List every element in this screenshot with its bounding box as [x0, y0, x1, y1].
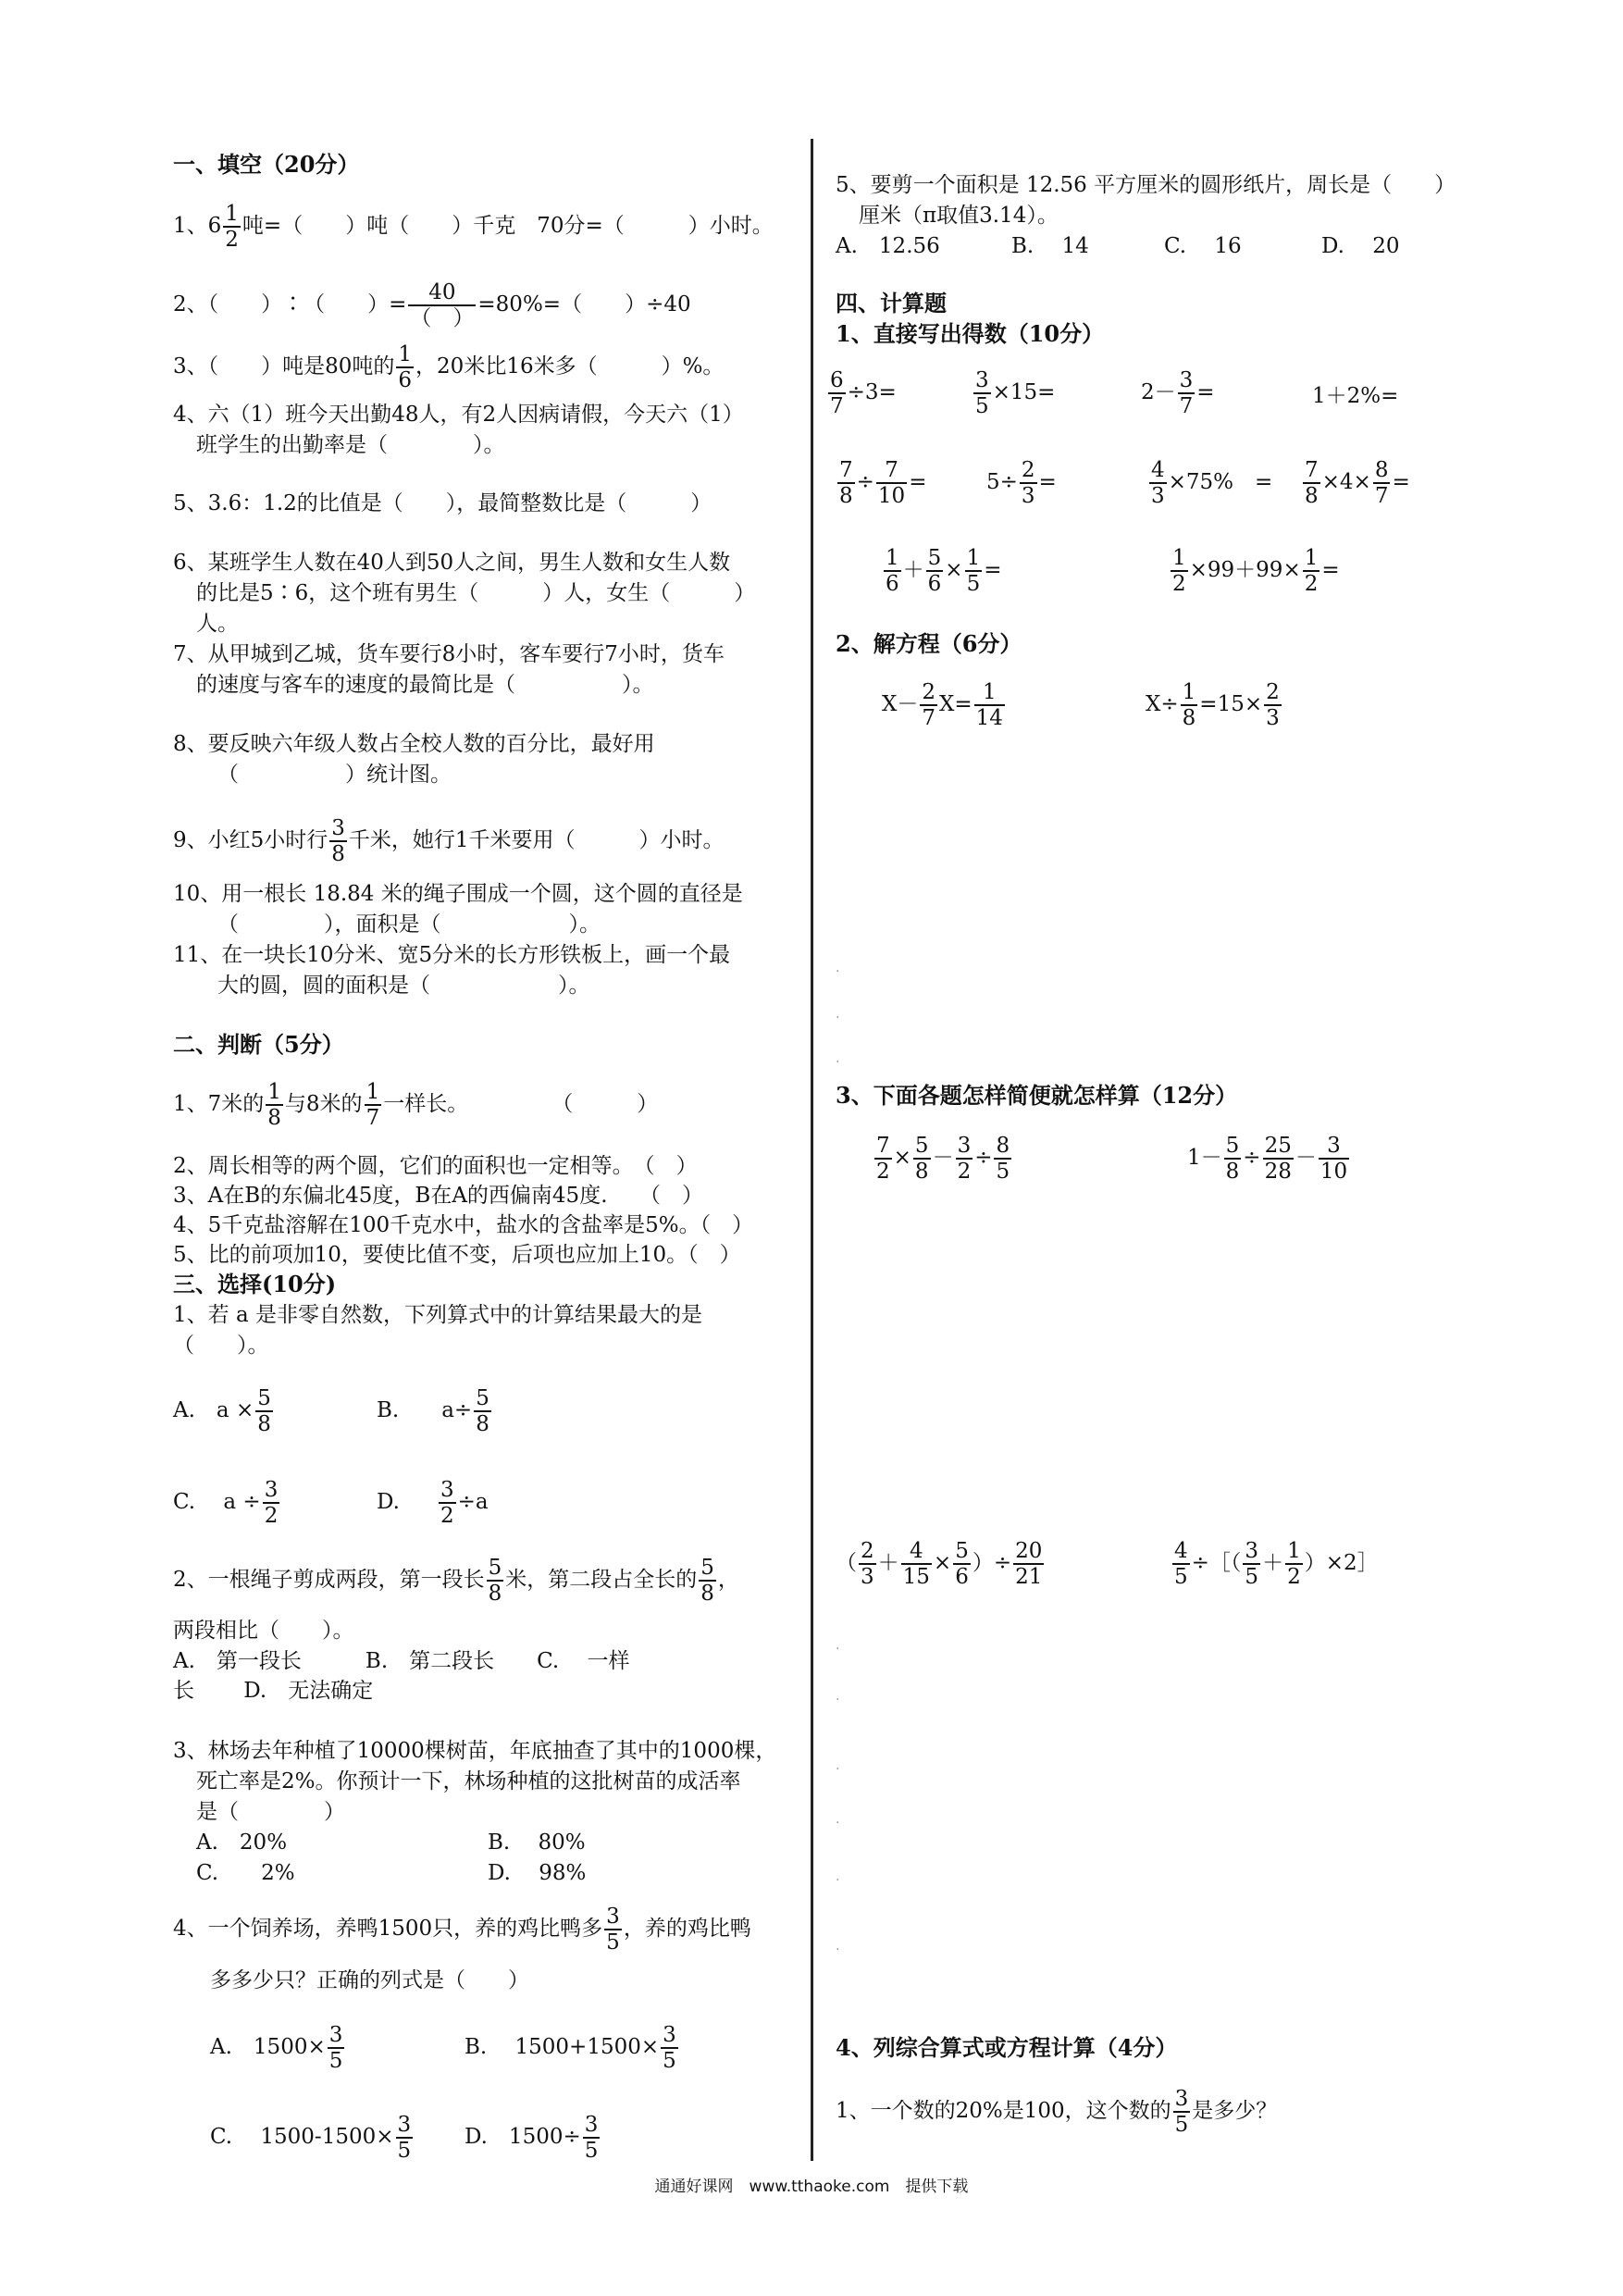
- denominator: （ ）: [410, 306, 475, 330]
- choice-q1-option-a: [173, 1386, 275, 1436]
- fill-q10-line1: 10、用一根长 18.84 米的绳子围成一个圆，这个圆的直径是: [173, 882, 743, 906]
- choice-q2-text-b: 米，第二段占全长的: [505, 1568, 698, 1592]
- denominator: 8: [839, 484, 853, 508]
- fraction: [876, 458, 907, 508]
- fraction: [408, 280, 476, 330]
- fill-q6-line2: 的比是5∶6，这个班有男生（ ）人，女生（ ）: [196, 581, 756, 605]
- numerator: 3: [1319, 1134, 1349, 1160]
- numerator: 5: [914, 1134, 929, 1158]
- fraction: [953, 1539, 971, 1589]
- fill-q8-line1: 8、要反映六年级人数占全校人数的百分比，最好用: [173, 732, 655, 756]
- denominator: 8: [914, 1160, 929, 1184]
- operator: －: [932, 1146, 954, 1170]
- expr-tail: ÷3=: [847, 380, 897, 404]
- choice-q2-line4: 长 D. 无法确定: [173, 1679, 374, 1703]
- denominator: 8: [257, 1412, 271, 1436]
- fraction: [1178, 368, 1196, 418]
- fraction: [913, 1134, 931, 1184]
- denominator: 3: [1021, 484, 1035, 508]
- choice-q3-line2: 死亡率是2%。你预计一下，林场种植的这批树苗的成活率: [196, 1769, 741, 1793]
- operator: =15×: [1199, 692, 1263, 716]
- expr-tail: =: [984, 558, 1002, 582]
- denominator: 8: [1305, 484, 1319, 508]
- denominator: 5: [996, 1160, 1010, 1184]
- choice-q2-text-c: ，: [717, 1568, 739, 1592]
- calc1-expr-2: [972, 368, 1055, 418]
- fraction: [1243, 1539, 1260, 1589]
- expr-tail: =: [1321, 558, 1340, 582]
- fraction: [396, 342, 414, 392]
- fraction: [1264, 680, 1282, 730]
- fraction: [329, 816, 347, 866]
- numerator: 3: [975, 368, 989, 392]
- column-divider: [811, 139, 813, 2161]
- choice-q5-option-b: B. 14: [1011, 234, 1089, 258]
- choice-q4-option-c: [210, 2113, 415, 2163]
- fill-q5: 5、3.6：1.2的比值是（ ），最简整数比是（ ）: [173, 491, 712, 515]
- operator: －: [1295, 1146, 1317, 1170]
- operator: ＋: [877, 1551, 899, 1575]
- calc1-expr-7: [1147, 458, 1272, 508]
- fill-q9-text-b: 千米，她行1千米要用（ ）小时。: [348, 828, 725, 852]
- operator: ×4×: [1321, 470, 1371, 494]
- numerator: 5: [955, 1539, 969, 1563]
- numerator: 3: [1245, 1539, 1259, 1563]
- numerator: 5: [927, 546, 942, 570]
- fraction: [583, 2113, 601, 2163]
- fraction: [439, 1478, 456, 1528]
- fill-q9-text-a: 9、小红5小时行: [173, 828, 328, 852]
- simplify-expr-2: [1187, 1134, 1351, 1184]
- calc1-expr-8: [1301, 458, 1410, 508]
- fraction: [828, 368, 846, 418]
- option-label: B. 1500+1500×: [465, 2035, 660, 2059]
- denominator: 10: [877, 484, 906, 508]
- numerator: 3: [440, 1478, 454, 1502]
- numerator: 7: [839, 458, 853, 482]
- numerator: 5: [476, 1386, 489, 1410]
- choice-q3-option-d: D. 98%: [488, 1861, 587, 1885]
- denominator: 2: [957, 1160, 972, 1184]
- choice-q1-option-c: [173, 1478, 281, 1528]
- numerator: 5: [257, 1386, 271, 1410]
- scan-dot: .: [836, 1007, 840, 1022]
- numerator: 5: [488, 1556, 502, 1580]
- denominator: 7: [365, 1106, 380, 1130]
- word-problem-text-a: 1、一个数的20%是100，这个数的: [836, 2099, 1171, 2123]
- operator: X=: [939, 692, 973, 716]
- fraction: [266, 1080, 283, 1130]
- numerator: 1: [886, 546, 899, 570]
- choice-q4-text-a: 4、一个饲养场，养鸭1500只，养的鸡比鸭多: [173, 1917, 603, 1941]
- denominator: 2: [876, 1160, 890, 1184]
- expr-tail: ×75% =: [1168, 470, 1273, 494]
- calc1-expr-5: [836, 458, 926, 508]
- option-label: A. a ×: [173, 1398, 254, 1422]
- choice-q5-option-c: C. 16: [1164, 234, 1242, 258]
- equation-2: [1146, 680, 1283, 730]
- numerator: 3: [328, 2023, 343, 2047]
- judge-q1-text-c: 一样长。: [383, 1092, 469, 1116]
- denominator: 6: [927, 572, 942, 596]
- denominator: 5: [1174, 2113, 1189, 2137]
- section-1-title: 一、填空（20分）: [173, 151, 360, 178]
- numerator: 3: [957, 1134, 972, 1158]
- calc-part3-title: 3、下面各题怎样简便就怎样算（12分）: [836, 1082, 1238, 1109]
- operator: ×: [933, 1551, 952, 1575]
- expr-head: 2－: [1141, 380, 1176, 404]
- numerator: 3: [606, 1905, 620, 1929]
- numerator: 1: [1287, 1539, 1301, 1563]
- option-label: D. 1500÷: [465, 2125, 581, 2149]
- fill-q2-text-b: =80%=（ ）÷40: [477, 292, 691, 316]
- fraction: [1181, 680, 1198, 730]
- denominator: 8: [1182, 706, 1196, 730]
- scan-dot: .: [836, 1638, 840, 1653]
- denominator: 6: [955, 1565, 969, 1589]
- operator: ×99＋99×: [1189, 558, 1301, 582]
- section-3-title: 三、选择(10分): [173, 1271, 337, 1297]
- operator: ÷: [856, 470, 874, 494]
- scan-dot: .: [836, 1812, 840, 1827]
- fill-q11-line2: 大的圆，圆的面积是（ ）。: [217, 974, 590, 998]
- section-4-title: 四、计算题: [836, 290, 947, 316]
- operator: ）÷: [972, 1551, 1012, 1575]
- denominator: 10: [1319, 1160, 1348, 1184]
- numerator: 4: [901, 1539, 932, 1565]
- fraction: [487, 1556, 504, 1606]
- operator: ×: [945, 558, 963, 582]
- denominator: 3: [1266, 706, 1280, 730]
- expr-head: 1－: [1187, 1146, 1222, 1170]
- numerator: 2: [861, 1539, 874, 1563]
- fraction: [223, 202, 241, 252]
- numerator: 2: [1266, 680, 1280, 704]
- numerator: 25: [1264, 1134, 1292, 1158]
- numerator: 4: [1151, 458, 1165, 482]
- calc-part4-title: 4、列综合算式或方程计算（4分）: [836, 2034, 1178, 2061]
- fraction: [699, 1556, 716, 1606]
- choice-q4-option-a: [210, 2023, 346, 2073]
- denominator: 5: [966, 572, 981, 596]
- numerator: 8: [1374, 458, 1389, 482]
- fraction: [1171, 546, 1188, 596]
- fill-q1-text-b: 吨=（ ）吨（ ）千克 70分=（ ）小时。: [242, 214, 774, 238]
- fraction: [1303, 546, 1320, 596]
- fraction: [661, 2023, 678, 2073]
- denominator: 5: [1245, 1565, 1259, 1589]
- scan-dot: .: [836, 1689, 840, 1704]
- choice-q4-text-b: ，养的鸡比鸭: [623, 1917, 751, 1941]
- denominator: 5: [397, 2139, 412, 2163]
- fill-q6-line3: 人。: [196, 612, 239, 636]
- denominator: 2: [1172, 572, 1186, 596]
- fraction: [901, 1539, 932, 1589]
- expr-tail: =: [1196, 380, 1215, 404]
- fill-q8-line2: （ ）统计图。: [217, 763, 452, 787]
- fraction: [1319, 1134, 1349, 1184]
- choice-q5-line2: 厘米（π取值3.14）。: [859, 204, 1059, 228]
- numerator: 4: [1174, 1539, 1188, 1563]
- choice-q5-option-a: A. 12.56: [836, 234, 940, 258]
- denominator: 5: [663, 2049, 676, 2073]
- numerator: 1: [1172, 546, 1186, 570]
- choice-q1-line1: 1、若 a 是非零自然数，下列算式中的计算结果最大的是: [173, 1303, 702, 1327]
- option-label: D.: [377, 1490, 400, 1514]
- fill-q3: [173, 342, 724, 392]
- fraction: [994, 1134, 1011, 1184]
- numerator: 8: [996, 1134, 1010, 1158]
- numerator: 3: [663, 2023, 676, 2047]
- numerator: 3: [1179, 368, 1194, 392]
- numerator: 1: [1182, 680, 1196, 704]
- scan-dot: .: [836, 1939, 840, 1954]
- fraction: [920, 680, 937, 730]
- fill-q3-text-a: 3、（ ）吨是80吨的: [173, 354, 395, 379]
- denominator: 8: [488, 1582, 502, 1606]
- choice-q4-line1: [173, 1905, 751, 1955]
- numerator: 1: [1304, 546, 1319, 570]
- judge-q5: 5、比的前项加10，要使比值不变，后项也应加上10。（ ）: [173, 1243, 741, 1267]
- fraction: [1263, 1134, 1294, 1184]
- fill-q1: [173, 202, 774, 252]
- numerator: 1: [966, 546, 981, 570]
- fraction: [1373, 458, 1391, 508]
- fraction: [926, 546, 944, 596]
- choice-q2-line1: [173, 1556, 739, 1606]
- denominator: 15: [902, 1565, 930, 1589]
- choice-q5-line1: 5、要剪一个面积是 12.56 平方厘米的圆形纸片，周长是（ ）: [836, 173, 1456, 197]
- numerator: 3: [1174, 2087, 1189, 2111]
- expr-head: 5÷: [986, 470, 1018, 494]
- choice-q2-text-a: 2、一根绳子剪成两段，第一段长: [173, 1568, 485, 1592]
- fill-q2-text-a: 2、（ ）∶（ ）=: [173, 292, 407, 316]
- judge-q1-answer: （ ）: [551, 1092, 659, 1116]
- operator: ＋: [1262, 1551, 1284, 1575]
- calc-part1-title: 1、直接写出得数（10分）: [836, 320, 1105, 347]
- numerator: 1: [398, 342, 413, 366]
- numerator: 1: [974, 680, 1005, 706]
- numerator: 2: [922, 680, 936, 704]
- expr-head: X÷: [1146, 692, 1179, 716]
- numerator: 3: [264, 1478, 279, 1502]
- fraction: [263, 1478, 280, 1528]
- calc1-expr-6: [986, 458, 1057, 508]
- judge-q1: [173, 1080, 658, 1130]
- scan-dot: .: [836, 1869, 840, 1884]
- choice-q2-line3: A. 第一段长 B. 第二段长 C. 一样: [173, 1649, 630, 1673]
- numerator: 6: [830, 368, 844, 392]
- denominator: 8: [476, 1412, 489, 1436]
- choice-q3-line1: 3、林场去年种植了10000棵树苗，年底抽查了其中的1000棵，: [173, 1739, 777, 1763]
- denominator: 8: [331, 842, 345, 866]
- operator: ÷［（: [1191, 1551, 1242, 1575]
- calc1-expr-4: 1＋2%=: [1312, 384, 1399, 408]
- option-tail: ÷a: [457, 1490, 489, 1514]
- fraction: [604, 1905, 622, 1955]
- fill-q7-line2: 的速度与客车的速度的最简比是（ ）。: [196, 673, 654, 697]
- operator: ＋: [902, 558, 924, 582]
- option-label: C. a ÷: [173, 1490, 261, 1514]
- expr-tail: =: [909, 470, 927, 494]
- denominator: 2: [225, 228, 239, 252]
- numerator: 2: [1021, 458, 1035, 482]
- denominator: 6: [398, 368, 413, 392]
- calc-part2-title: 2、解方程（6分）: [836, 630, 1022, 657]
- fraction: [974, 680, 1005, 730]
- numerator: 3: [331, 816, 345, 840]
- footer-credit: 通通好课网 www.tthaoke.com 提供下载: [654, 2178, 969, 2196]
- fill-q7-line1: 7、从甲城到乙城，货车要行8小时，客车要行7小时，货车: [173, 642, 725, 666]
- fraction: [1172, 1539, 1190, 1589]
- expr-tail: =: [1038, 470, 1057, 494]
- word-problem-text-b: 是多少？: [1192, 2099, 1278, 2123]
- numerator: 1: [365, 1080, 380, 1104]
- fill-q10-line2: （ ），面积是（ ）。: [217, 912, 601, 937]
- fraction: [965, 546, 983, 596]
- expr-head: （: [836, 1551, 857, 1575]
- denominator: 21: [1015, 1565, 1043, 1589]
- word-problem-1: [836, 2087, 1277, 2137]
- fill-q1-text-a: 1、6: [173, 214, 222, 238]
- denominator: 5: [606, 1930, 620, 1955]
- simplify-expr-4: [1171, 1539, 1379, 1589]
- numerator: 7: [1305, 458, 1319, 482]
- expr-tail: =: [1392, 470, 1410, 494]
- judge-q4: 4、5千克盐溶解在100千克水中，盐水的含盐率是5%。（ ）: [173, 1213, 754, 1237]
- denominator: 7: [1374, 484, 1389, 508]
- fill-q2: [173, 280, 691, 330]
- numerator: 7: [876, 458, 907, 484]
- numerator: 5: [700, 1556, 714, 1580]
- fraction: [1303, 458, 1320, 508]
- scan-dot: .: [836, 1758, 840, 1773]
- choice-q5-option-d: D. 20: [1321, 234, 1400, 258]
- fraction: [328, 2023, 345, 2073]
- choice-q3-option-b: B. 80%: [488, 1831, 586, 1855]
- denominator: 7: [922, 706, 936, 730]
- choice-q1-line2: （ ）。: [173, 1334, 269, 1358]
- fill-q6-line1: 6、某班学生人数在40人到50人之间，男生人数和女生人数: [173, 551, 731, 575]
- numerator: 1: [225, 202, 239, 226]
- operator: ）×2］: [1304, 1551, 1379, 1575]
- fraction: [837, 458, 855, 508]
- option-label: C. 1500-1500×: [210, 2125, 394, 2149]
- denominator: 5: [328, 2049, 343, 2073]
- fraction: [973, 368, 991, 418]
- expr-head: X－: [882, 692, 919, 716]
- section-2-title: 二、判断（5分）: [173, 1031, 344, 1058]
- judge-q1-text-b: 与8米的: [284, 1092, 363, 1116]
- scan-dot: .: [836, 1051, 840, 1066]
- fraction: [396, 2113, 414, 2163]
- calc1-expr-3: [1141, 368, 1215, 418]
- fill-q4-line1: 4、六（1）班今天出勤48人，有2人因病请假，今天六（1）: [173, 403, 744, 427]
- simplify-expr-1: [873, 1134, 1013, 1184]
- fraction: [1173, 2087, 1191, 2137]
- choice-q1-option-b: [377, 1386, 493, 1436]
- judge-q3: 3、A在B的东偏北45度，B在A的西偏南45度. （ ）: [173, 1184, 704, 1208]
- denominator: 2: [1304, 572, 1319, 596]
- choice-q2-line2: 两段相比（ ）。: [173, 1619, 354, 1643]
- numerator: 1: [267, 1080, 281, 1104]
- expr-tail: ×15=: [992, 380, 1056, 404]
- denominator: 8: [700, 1582, 714, 1606]
- denominator: 6: [886, 572, 899, 596]
- fill-q3-text-b: ，20米比16米多（ ）%。: [415, 354, 725, 379]
- calc1-expr-9: [882, 546, 1001, 596]
- operator: ÷: [974, 1146, 993, 1170]
- calc1-expr-1: [826, 368, 897, 418]
- choice-q1-option-d: [377, 1478, 489, 1528]
- choice-q4-option-b: [465, 2023, 680, 2073]
- numerator: 3: [584, 2113, 599, 2137]
- numerator: 3: [397, 2113, 412, 2137]
- choice-q3-option-c: C. 2%: [196, 1861, 295, 1885]
- fraction: [1224, 1134, 1242, 1184]
- choice-q4-option-d: [465, 2113, 601, 2163]
- fraction: [1149, 458, 1167, 508]
- numerator: 20: [1015, 1539, 1043, 1563]
- judge-q1-text-a: 1、7米的: [173, 1092, 265, 1116]
- numerator: 5: [1225, 1134, 1240, 1158]
- scan-dot: .: [836, 961, 840, 975]
- denominator: 5: [975, 394, 989, 418]
- denominator: 8: [1225, 1160, 1240, 1184]
- simplify-expr-3: [836, 1539, 1046, 1589]
- denominator: 14: [975, 706, 1003, 730]
- fraction: [874, 1134, 892, 1184]
- fraction: [1013, 1539, 1044, 1589]
- denominator: 5: [1174, 1565, 1188, 1589]
- fraction: [255, 1386, 273, 1436]
- numerator: 7: [876, 1134, 890, 1158]
- denominator: 2: [264, 1504, 279, 1528]
- judge-q2: 2、周长相等的两个圆，它们的面积也一定相等。 （ ）: [173, 1154, 698, 1178]
- denominator: 7: [830, 394, 844, 418]
- fraction: [1285, 1539, 1303, 1589]
- denominator: 3: [861, 1565, 874, 1589]
- fill-q9: [173, 816, 725, 866]
- choice-q4-line2: 多多少只？正确的列式是（ ）: [210, 1968, 529, 1992]
- denominator: 3: [1151, 484, 1165, 508]
- denominator: 7: [1179, 394, 1194, 418]
- fraction: [956, 1134, 973, 1184]
- option-label: B. a÷: [377, 1398, 473, 1422]
- equation-1: [882, 680, 1007, 730]
- operator: ×: [893, 1146, 911, 1170]
- fraction: [859, 1539, 876, 1589]
- choice-q3-line3: 是（ ）: [196, 1800, 345, 1824]
- denominator: 2: [440, 1504, 454, 1528]
- denominator: 2: [1287, 1565, 1301, 1589]
- fraction: [884, 546, 901, 596]
- fraction: [365, 1080, 382, 1130]
- numerator: 40: [408, 280, 476, 306]
- denominator: 8: [267, 1106, 281, 1130]
- option-label: A. 1500×: [210, 2035, 326, 2059]
- denominator: 28: [1264, 1160, 1292, 1184]
- calc1-expr-10: [1169, 546, 1340, 596]
- fraction: [1020, 458, 1037, 508]
- fill-q11-line1: 11、在一块长10分米、宽5分米的长方形铁板上，画一个最: [173, 943, 731, 967]
- operator: ÷: [1243, 1146, 1261, 1170]
- fraction: [474, 1386, 491, 1436]
- choice-q3-option-a: A. 20%: [196, 1831, 288, 1855]
- fill-q4-line2: 班学生的出勤率是（ ）。: [196, 433, 505, 457]
- denominator: 5: [584, 2139, 599, 2163]
